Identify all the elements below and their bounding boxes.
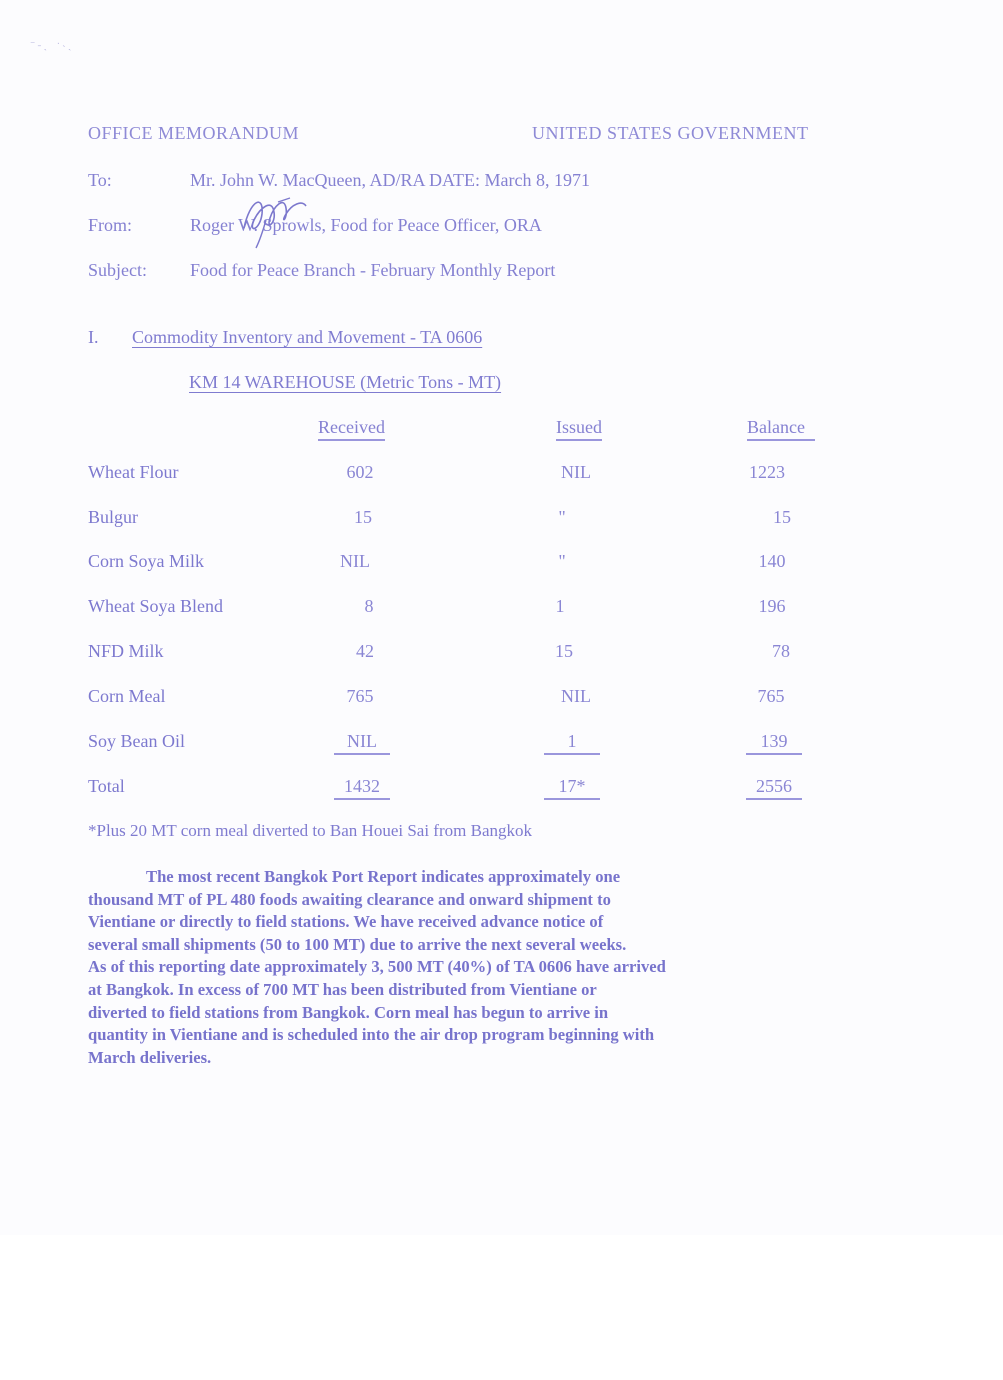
- memo-header-right: UNITED STATES GOVERNMENT: [532, 123, 809, 143]
- paragraph-line: quantity in Vientiane and is scheduled into the air drop program beginning with: [88, 1025, 655, 1045]
- received-value: 602: [346, 462, 374, 482]
- paragraph-line: thousand MT of PL 480 foods awaiting clearance and onward shipment to: [88, 889, 611, 909]
- balance-value: 1223: [749, 462, 785, 482]
- balance-value: 78: [772, 641, 790, 661]
- paragraph-line: Vientiane or directly to field stations. We have received advance notice of: [88, 912, 604, 932]
- received-value: 15: [354, 507, 372, 527]
- section-subtitle: KM 14 WAREHOUSE (Metric Tons - MT): [189, 372, 502, 392]
- commodity-name: Soy Bean Oil: [88, 731, 185, 751]
- received-value: 42: [356, 641, 374, 661]
- column-header-received: Received: [318, 417, 385, 441]
- paragraph-line: March deliveries.: [88, 1047, 212, 1067]
- received-value: 8: [364, 596, 374, 616]
- report-paragraph: [88, 866, 666, 1069]
- total-issued: 17*: [544, 776, 600, 800]
- column-header-issued: Issued: [556, 417, 602, 441]
- issued-value: NIL: [561, 462, 591, 482]
- paragraph-line: The most recent Bangkok Port Report indicates approximately one: [146, 867, 621, 886]
- from-label: From:: [88, 215, 133, 235]
- total-label: Total: [88, 776, 125, 796]
- commodity-name: NFD Milk: [88, 641, 164, 661]
- issued-value: NIL: [561, 686, 591, 706]
- received-value: 765: [346, 686, 374, 706]
- handwritten-initials-signature: [236, 190, 326, 250]
- paragraph-line: diverted to field stations from Bangkok. Corn meal has begun to arrive in: [88, 1002, 609, 1022]
- issued-value: 15: [555, 641, 573, 661]
- issued-value: 1: [555, 596, 565, 616]
- total-received: 1432: [334, 776, 390, 800]
- column-header-balance: Balance: [747, 417, 815, 441]
- paper-speck-marks: ⁻ ˗ ˏ ˑ ˴ ˎ: [30, 40, 72, 51]
- balance-value: 140: [758, 551, 786, 571]
- issued-value: ": [558, 507, 566, 527]
- commodity-name: Corn Soya Milk: [88, 551, 205, 571]
- balance-value: 15: [773, 507, 791, 527]
- to-value: Mr. John W. MacQueen, AD/RA DATE: March 8, 1971: [190, 170, 590, 190]
- paragraph-line: As of this reporting date approximately 3, 500 MT (40%) of TA 0606 have arrived: [88, 957, 666, 977]
- commodity-name: Bulgur: [88, 507, 139, 527]
- section-number: I.: [88, 327, 99, 347]
- received-value: NIL: [340, 551, 370, 571]
- subject-value: Food for Peace Branch - February Monthly Report: [190, 260, 556, 280]
- balance-value: 139: [746, 731, 802, 755]
- total-balance: 2556: [746, 776, 802, 800]
- section-title: Commodity Inventory and Movement - TA 0606: [132, 327, 483, 347]
- commodity-name: Corn Meal: [88, 686, 166, 706]
- memo-header-left: OFFICE MEMORANDUM: [88, 123, 300, 143]
- paragraph-line: several small shipments (50 to 100 MT) due to arrive the next several weeks.: [88, 934, 627, 954]
- from-value: Roger W. Sprowls, Food for Peace Officer, ORA: [190, 215, 542, 235]
- paragraph-line: at Bangkok. In excess of 700 MT has been distributed from Vientiane or: [88, 979, 597, 999]
- to-label: To:: [88, 170, 112, 190]
- received-value: NIL: [334, 731, 390, 755]
- commodity-name: Wheat Flour: [88, 462, 179, 482]
- issued-value: 1: [544, 731, 600, 755]
- subject-label: Subject:: [88, 260, 147, 280]
- issued-value: ": [558, 551, 566, 571]
- commodity-name: Wheat Soya Blend: [88, 596, 223, 616]
- balance-value: 765: [757, 686, 785, 706]
- balance-value: 196: [758, 596, 786, 616]
- table-footnote: *Plus 20 MT corn meal diverted to Ban Houei Sai from Bangkok: [88, 821, 532, 840]
